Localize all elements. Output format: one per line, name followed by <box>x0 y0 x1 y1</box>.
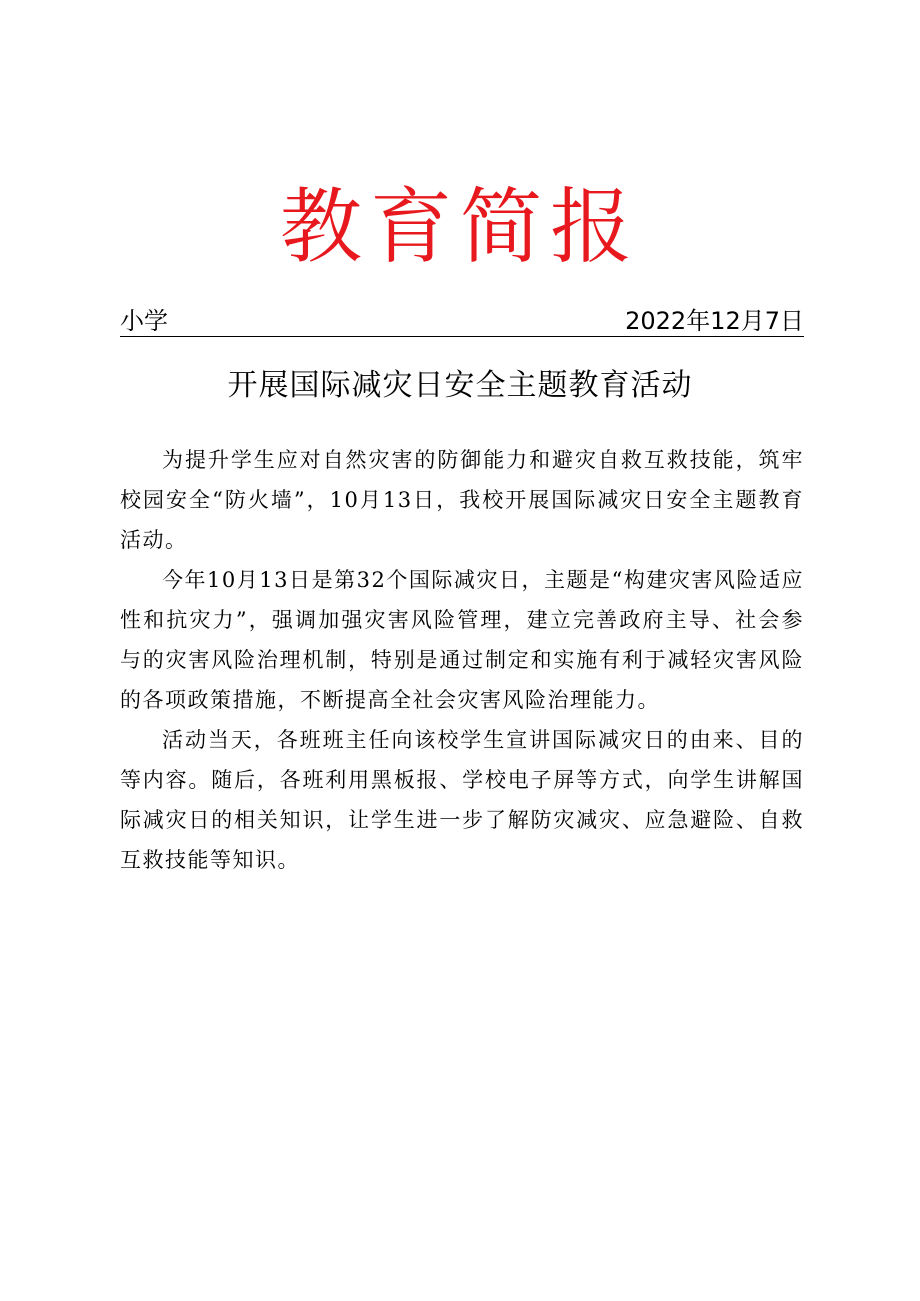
body-paragraph-1: 为提升学生应对自然灾害的防御能力和避灾自救互救技能，筑牢校园安全“防火墙”，10月13日，我校开展国际减灾日安全主题教育活动。 <box>120 448 804 552</box>
masthead-meta-row <box>120 306 804 337</box>
body-paragraph-3: 活动当天，各班班主任向该校学生宣讲国际减灾日的由来、目的等内容。随后，各班利用黑板报、学校电子屏等方式，向学生讲解国际减灾日的相关知识，让学生进一步了解防灾减灾、应急避险、自救互救技能等知识。 <box>120 728 804 872</box>
issue-date: 2022年12月7日 <box>625 307 804 335</box>
school-name: 小学 <box>120 307 168 335</box>
article-title: 开展国际减灾日安全主题教育活动 <box>227 368 693 403</box>
masthead-title: 教育简报 <box>279 180 640 275</box>
article-body <box>120 440 804 880</box>
body-paragraph-2: 今年10月13日是第32个国际减灾日，主题是“构建灾害风险适应性和抗灾力”，强调加强灾害风险管理，建立完善政府主导、社会参与的灾害风险治理机制，特别是通过制定和实施有利于减轻灾害风险的各项政策措施，不断提高全社会灾害风险治理能力。 <box>120 568 804 712</box>
